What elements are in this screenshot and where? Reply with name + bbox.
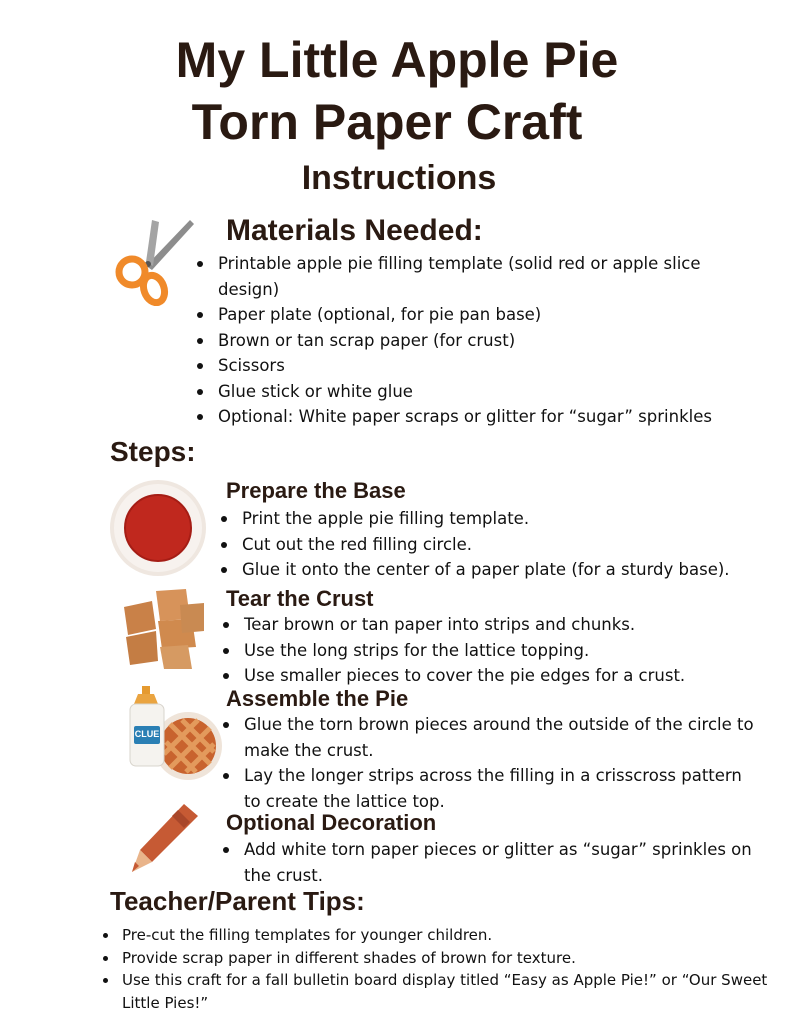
materials-item: Printable apple pie filling template (solid red or apple slice design) bbox=[194, 251, 754, 302]
step-1-bullet: Print the apple pie filling template. bbox=[218, 506, 778, 532]
materials-item: Scissors bbox=[194, 353, 754, 379]
title-line-2: Torn Paper Craft bbox=[191, 94, 583, 150]
step-1-bullet: Cut out the red filling circle. bbox=[218, 532, 778, 558]
title-line-1: My Little Apple Pie bbox=[175, 32, 619, 88]
tips-heading: Teacher/Parent Tips: bbox=[110, 886, 365, 916]
tips-item: Provide scrap paper in different shades of brown for texture. bbox=[100, 947, 780, 970]
step-4-bullet: Add white torn paper pieces or glitter as “sugar” sprinkles on the crust. bbox=[220, 837, 760, 888]
tips-list bbox=[100, 924, 780, 1014]
step-2-bullet: Use the long strips for the lattice topping. bbox=[220, 638, 760, 664]
step-2-list bbox=[220, 612, 760, 689]
step-3-bullet: Lay the longer strips across the filling in a crisscross pattern to create the lattice top. bbox=[220, 763, 760, 814]
step-3-list bbox=[220, 712, 760, 814]
crayon-icon bbox=[126, 800, 204, 878]
materials-list bbox=[194, 251, 754, 430]
step-1-list bbox=[218, 506, 778, 583]
step-3-title: Assemble the Pie bbox=[226, 686, 409, 711]
glue-and-pie-icon bbox=[126, 686, 222, 786]
step-2-title: Tear the Crust bbox=[226, 586, 374, 611]
torn-paper-pieces-icon bbox=[116, 585, 206, 671]
step-3-bullet: Glue the torn brown pieces around the outside of the circle to make the crust. bbox=[220, 712, 760, 763]
step-2-bullet: Tear brown or tan paper into strips and chunks. bbox=[220, 612, 760, 638]
step-1-title: Prepare the Base bbox=[226, 478, 406, 503]
red-circle-plate-icon bbox=[108, 478, 208, 578]
step-2-bullet: Use smaller pieces to cover the pie edges for a crust. bbox=[220, 663, 760, 689]
materials-item: Optional: White paper scraps or glitter for “sugar” sprinkles bbox=[194, 404, 754, 430]
step-4-title: Optional Decoration bbox=[226, 810, 437, 835]
step-4-list bbox=[220, 837, 760, 888]
step-1-bullet: Glue it onto the center of a paper plate (for a sturdy base). bbox=[218, 557, 778, 583]
scissors-icon bbox=[106, 214, 198, 306]
tips-item: Use this craft for a fall bulletin board display titled “Easy as Apple Pie!” or “Our Sweet Little Pies!” bbox=[100, 969, 780, 1014]
materials-item: Paper plate (optional, for pie pan base) bbox=[194, 302, 754, 328]
tips-item: Pre-cut the filling templates for younger children. bbox=[100, 924, 780, 947]
title-line-3: Instructions bbox=[301, 159, 497, 197]
materials-item: Brown or tan scrap paper (for crust) bbox=[194, 328, 754, 354]
materials-item: Glue stick or white glue bbox=[194, 379, 754, 405]
steps-heading: Steps: bbox=[110, 436, 196, 467]
glue-bottle-label: CLUE bbox=[134, 729, 160, 739]
materials-heading: Materials Needed: bbox=[226, 214, 483, 247]
